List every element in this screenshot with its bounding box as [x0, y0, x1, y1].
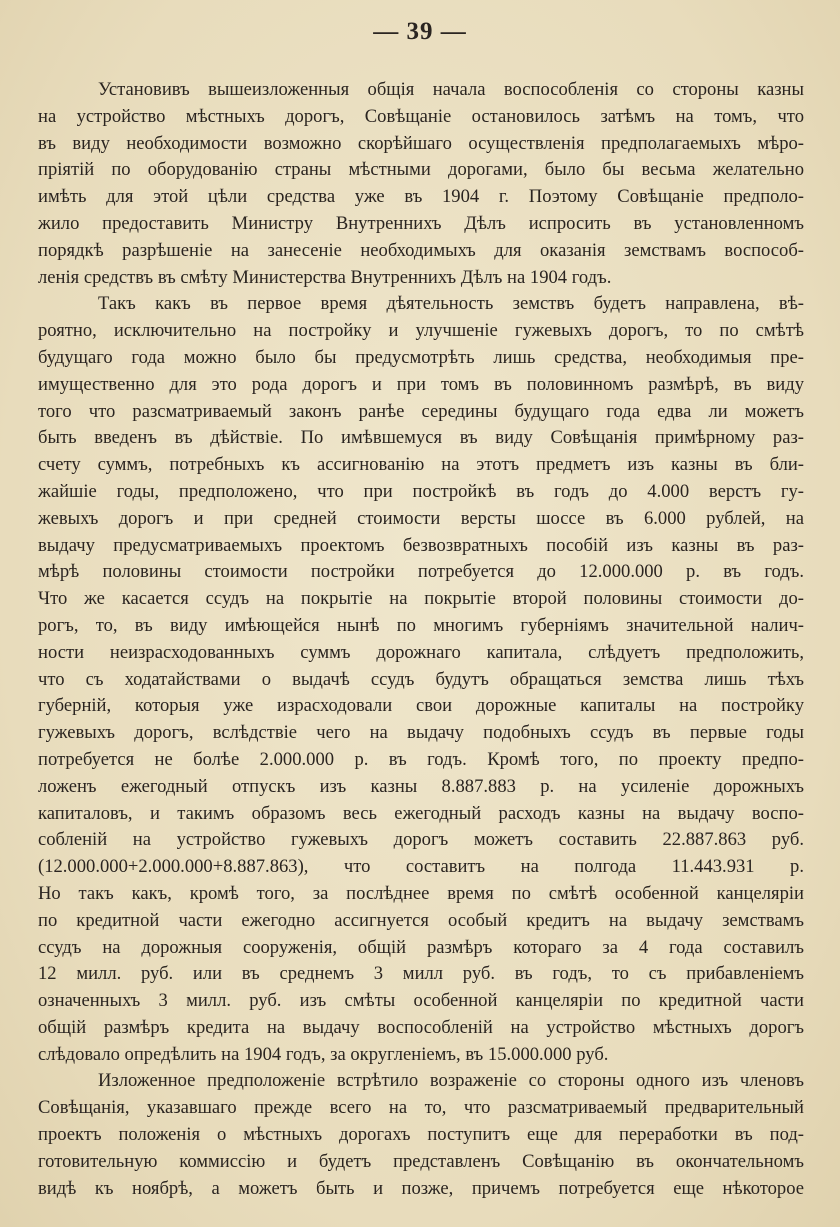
- text-line: Но такъ какъ, кромѣ того, за послѣднее время по смѣтѣ особенной канцеляріи: [38, 882, 804, 904]
- text-line: жайшіе годы, предположено, что при постройкѣ въ годъ до 4.000 верстъ гу-: [38, 480, 804, 502]
- text-line: роятно, исключительно на постройку и улучшеніе гужевыхъ дорогъ, то по смѣтѣ: [38, 320, 804, 342]
- text-line: ссудъ на дорожныя сооруженія, общій размѣръ котораго за 4 года составилъ: [38, 936, 804, 958]
- text-line: быть введенъ въ дѣйствіе. По имѣвшемуся въ виду Совѣщанія примѣрному раз-: [38, 427, 804, 449]
- text-line: собленій на устройство гужевыхъ дорогъ можетъ составить 22.887.863 руб.: [38, 829, 804, 851]
- text-line: капиталовъ, и такимъ образомъ весь ежегодный расходъ казны на выдачу воспо-: [38, 802, 804, 824]
- text-line: ности неизрасходованныхъ суммъ дорожнаго капитала, слѣдуетъ предположить,: [38, 641, 804, 663]
- text-line: въ виду необходимости возможно скорѣйшаго осуществленія предполагаемыхъ мѣро-: [38, 132, 804, 154]
- text-line: 12 милл. руб. или въ среднемъ 3 милл руб. въ годъ, то съ прибавленіемъ: [38, 963, 804, 985]
- text-line: рогъ, то, въ виду имѣющейся нынѣ по многимъ губерніямъ значительной налич-: [38, 614, 804, 636]
- text-line: выдачу предусматриваемыхъ проектомъ безвозвратныхъ пособій изъ казны въ раз-: [38, 534, 804, 556]
- text-line: мѣрѣ половины стоимости постройки потребуется до 12.000.000 р. въ годъ.: [38, 561, 804, 583]
- text-line: будущаго года можно было бы предусмотрѣть лишь средства, необходимыя пре-: [38, 346, 804, 368]
- text-line: ложенъ ежегодный отпускъ изъ казны 8.887.883 р. на усиленіе дорожныхъ: [38, 775, 804, 797]
- text-line: Совѣщанія, указавшаго прежде всего на то, что разсматриваемый предварительный: [38, 1097, 804, 1119]
- text-line: (12.000.000+2.000.000+8.887.863), что составитъ на полгода 11.443.931 р.: [38, 856, 804, 878]
- text-line: порядкѣ разрѣшеніе на занесеніе необходимыхъ для оказанія земствамъ воспособ-: [38, 239, 804, 261]
- text-line: пріятій по оборудованію страны мѣстными дорогами, было бы весьма желательно: [38, 159, 804, 181]
- page-number: — 39 —: [373, 18, 467, 45]
- text-line: потребуется не болѣе 2.000.000 р. въ годъ. Кромѣ того, по проекту предпо-: [38, 748, 804, 770]
- text-line: Такъ какъ въ первое время дѣятельность земствъ будетъ направлена, вѣ-: [98, 293, 804, 315]
- text-line: что съ ходатайствами о выдачѣ ссудъ будутъ обращаться земства лишь тѣхъ: [38, 668, 804, 690]
- text-line: ленія средствъ въ смѣту Министерства Внутреннихъ Дѣлъ на 1904 годъ.: [38, 266, 612, 288]
- text-line: губерній, которыя уже израсходовали свои дорожные капиталы на постройку: [38, 695, 804, 717]
- body-text: [38, 77, 804, 1202]
- text-line: проектъ положенія о мѣстныхъ дорогахъ поступитъ еще для переработки въ под-: [38, 1124, 804, 1146]
- text-line: имѣть для этой цѣли средства уже въ 1904 г. Поэтому Совѣщаніе предполо-: [38, 186, 804, 208]
- text-line: Что же касается ссудъ на покрытіе на покрытіе второй половины стоимости до-: [38, 588, 804, 610]
- text-line: счету суммъ, потребныхъ къ ассигнованію на этотъ предметъ изъ казны въ бли-: [38, 454, 804, 476]
- text-line: жило предоставить Министру Внутреннихъ Дѣлъ испросить въ установленномъ: [38, 212, 804, 234]
- text-line: общій размѣръ кредита на выдачу воспособленій на устройство мѣстныхъ дорогъ: [38, 1016, 804, 1038]
- text-line: Установивъ вышеизложенныя общія начала воспособленія со стороны казны: [98, 79, 804, 100]
- text-line: по кредитной части ежегодно ассигнуется особый кредитъ на выдачу земствамъ: [38, 909, 804, 931]
- text-line: имущественно для это рода дорогъ и при томъ въ половинномъ размѣрѣ, въ виду: [38, 373, 804, 395]
- text-line: гужевыхъ дорогъ, вслѣдствіе чего на выдачу подобныхъ ссудъ въ первые годы: [38, 722, 804, 744]
- text-line: того что разсматриваемый законъ ранѣе середины будущаго года едва ли можетъ: [38, 400, 804, 422]
- text-line: означенныхъ 3 милл. руб. изъ смѣты особенной канцеляріи по кредитной части: [38, 990, 804, 1012]
- text-line: видѣ къ ноябрѣ, а можетъ быть и позже, причемъ потребуется еще нѣкоторое: [38, 1177, 804, 1199]
- text-line: жевыхъ дорогъ и при средней стоимости версты шоссе въ 6.000 рублей, на: [38, 507, 804, 529]
- text-line: готовительную коммиссію и будетъ представленъ Совѣщанію въ окончательномъ: [38, 1150, 804, 1172]
- text-line: Изложенное предположеніе встрѣтило возраженіе со стороны одного изъ членовъ: [98, 1070, 804, 1092]
- text-line: на устройство мѣстныхъ дорогъ, Совѣщаніе остановилось затѣмъ на томъ, что: [38, 105, 804, 127]
- text-line: слѣдовало опредѣлить на 1904 годъ, за округленіемъ, въ 15.000.000 руб.: [38, 1043, 609, 1065]
